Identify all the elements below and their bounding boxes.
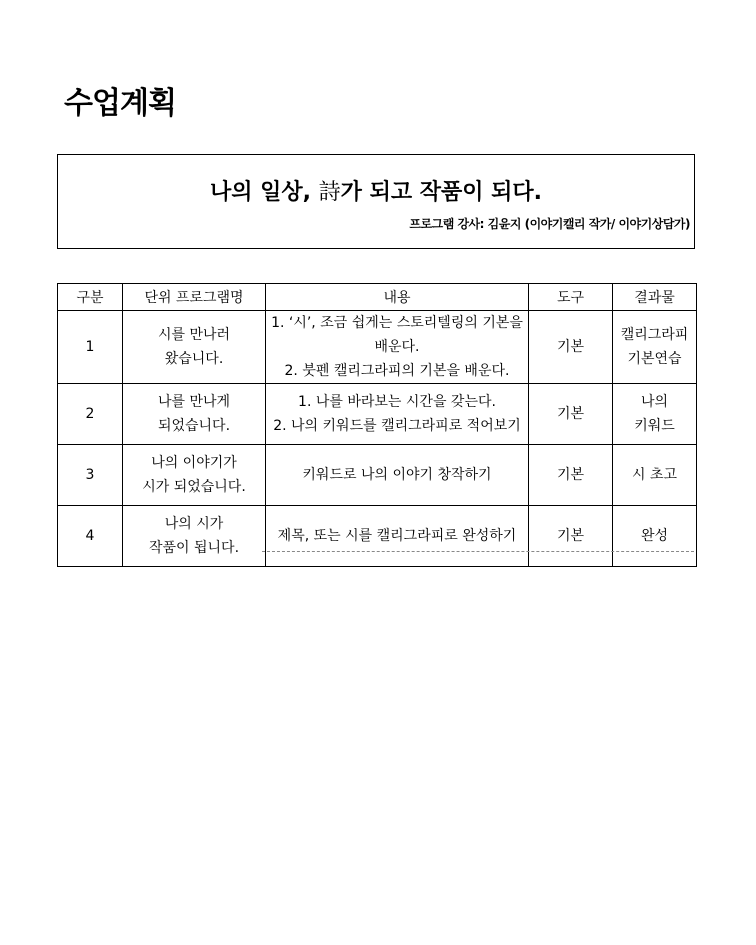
row-content: [266, 506, 529, 567]
table-row: [58, 506, 697, 567]
header-division: 구분: [58, 284, 123, 311]
program-name-line: 되었습니다.: [157, 418, 231, 434]
program-title-box: [57, 154, 695, 249]
program-name-line: 작품이 됩니다.: [148, 540, 240, 556]
page-title: 수업계획: [64, 86, 176, 121]
instructor-line: 프로그램 강사: 김윤지 (이야기캘리 작가/ 이야기상담가): [409, 217, 690, 231]
row-number: 1: [58, 311, 123, 384]
row-program-name: [123, 506, 266, 567]
header-unit-program-name: 단위 프로그램명: [123, 284, 266, 311]
program-name-line: 시가 되었습니다.: [142, 479, 246, 495]
table-row: [58, 445, 697, 506]
result-line: 나의: [640, 394, 669, 410]
row-number: 4: [58, 506, 123, 567]
result-line: 기본연습: [627, 351, 682, 367]
row-result: [613, 384, 697, 445]
program-name-line: 나를 만나게: [157, 394, 231, 410]
row-content: [266, 445, 529, 506]
lesson-plan-table: [57, 283, 697, 567]
content-line: 배운다.: [374, 339, 420, 355]
table-row: [58, 384, 697, 445]
row-result: 시 초고: [613, 445, 697, 506]
program-title-hanja: 詩: [318, 180, 341, 205]
table-row: [58, 311, 697, 384]
row-number: 2: [58, 384, 123, 445]
row-tool: 기본: [529, 445, 613, 506]
header-result: 결과물: [613, 284, 697, 311]
content-line: 1. ‘시’, 조금 쉽게는 스토리텔링의 기본을: [271, 315, 523, 331]
program-name-line: 왔습니다.: [164, 351, 224, 367]
row-content: [266, 311, 529, 384]
row-program-name: [123, 384, 266, 445]
table-header-row: [58, 284, 697, 311]
program-name-line: 나의 이야기가: [151, 455, 237, 471]
result-line: 캘리그라피: [620, 327, 689, 343]
program-name-line: 나의 시가: [164, 516, 224, 532]
program-title-part2: 가 되고 작품이 되다.: [340, 180, 543, 205]
row-tool: 기본: [529, 506, 613, 567]
row-result: [613, 311, 697, 384]
program-title-part1: 나의 일상,: [209, 180, 319, 205]
row-tool: 기본: [529, 311, 613, 384]
content-line: 1. 나를 바라보는 시간을 갖는다.: [298, 394, 496, 410]
header-tool: 도구: [529, 284, 613, 311]
table-bottom-residue: [262, 551, 694, 554]
content-line: 2. 나의 키워드를 캘리그라피로 적어보기: [273, 418, 521, 434]
row-program-name: [123, 311, 266, 384]
row-tool: 기본: [529, 384, 613, 445]
content-line: 제목, 또는 시를 캘리그라피로 완성하기: [277, 528, 517, 544]
content-line: 키워드로 나의 이야기 창작하기: [302, 467, 492, 483]
row-content: [266, 384, 529, 445]
row-number: 3: [58, 445, 123, 506]
content-line: 2. 붓펜 캘리그라피의 기본을 배운다.: [284, 363, 510, 379]
row-result: 완성: [613, 506, 697, 567]
header-content: 내용: [266, 284, 529, 311]
result-line: 키워드: [634, 418, 675, 434]
program-name-line: 시를 만나러: [157, 327, 231, 343]
row-program-name: [123, 445, 266, 506]
program-title: [58, 175, 694, 206]
